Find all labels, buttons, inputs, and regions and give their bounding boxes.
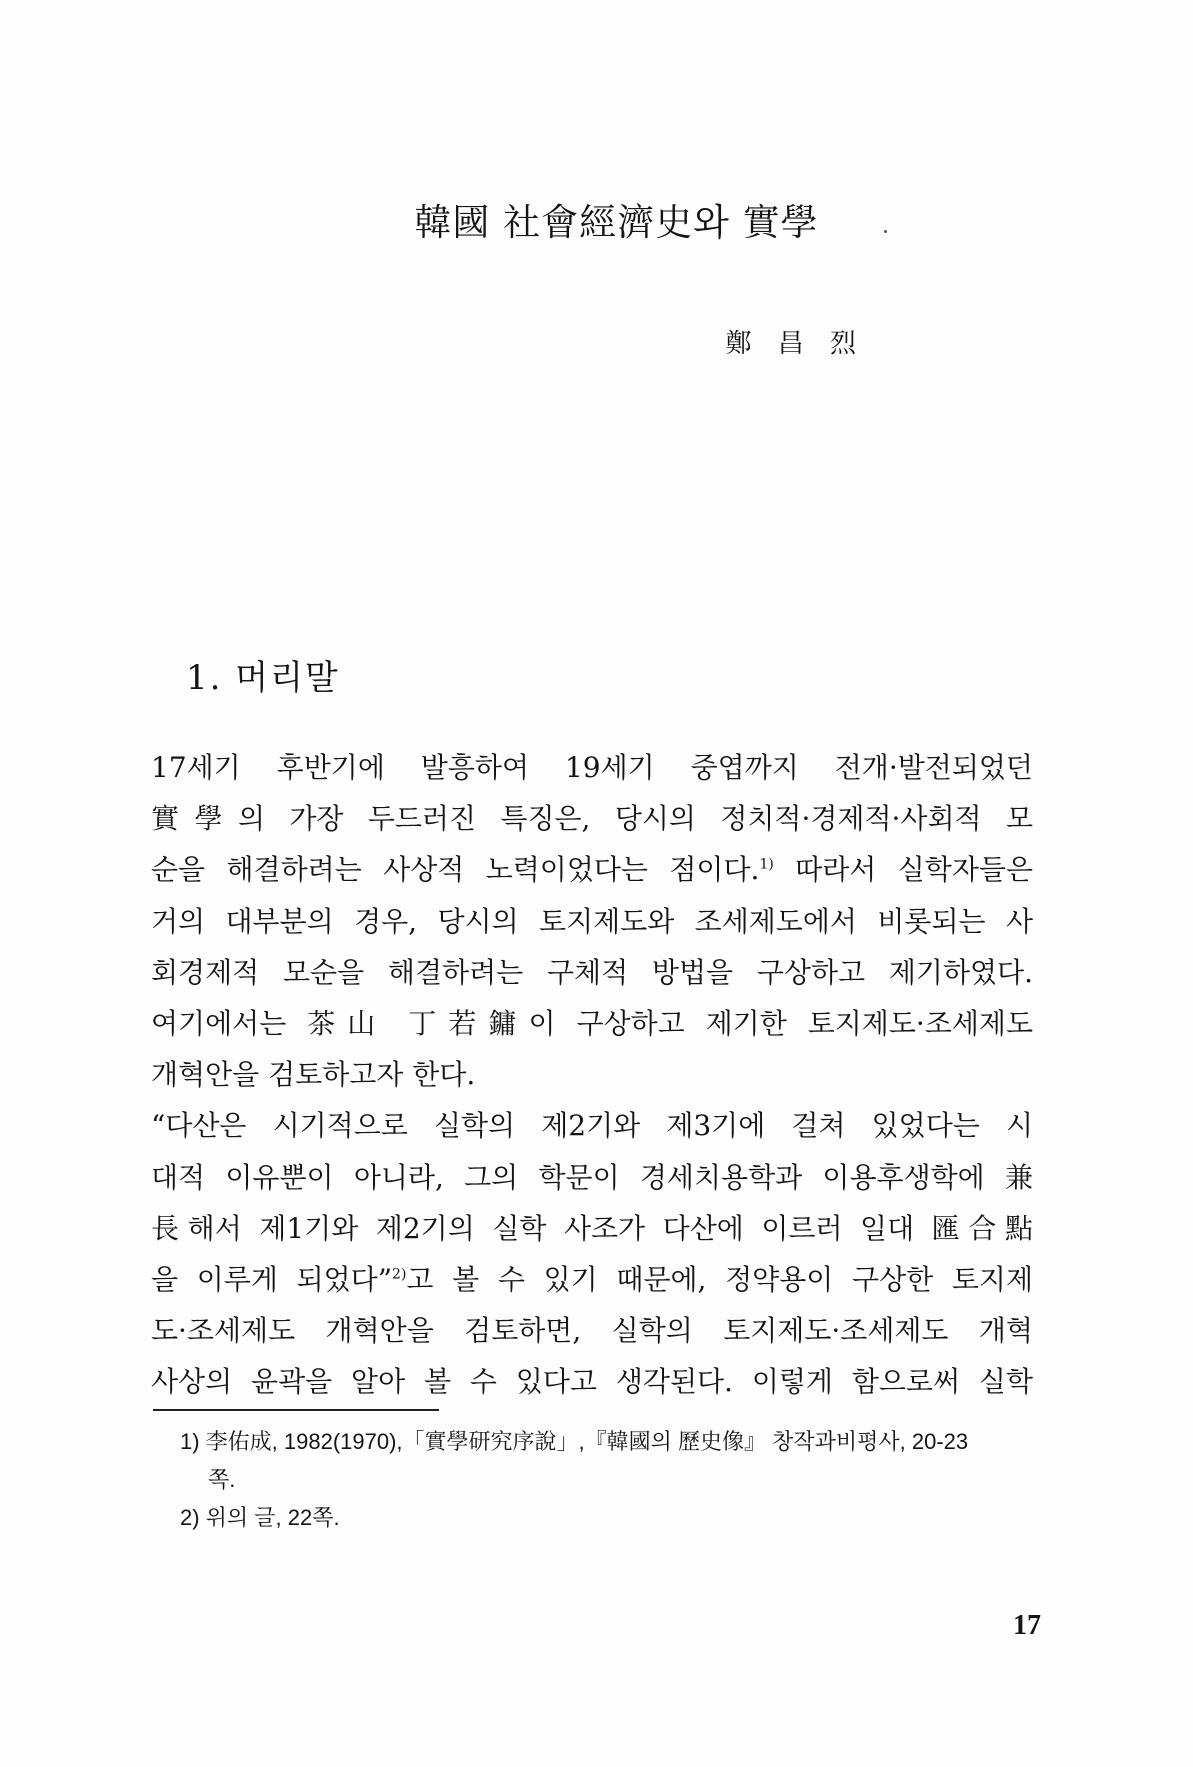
footnote-divider (153, 1409, 439, 1411)
paragraph-1 (151, 742, 1033, 1100)
body-text (151, 742, 1033, 1408)
body-line (151, 1254, 1033, 1305)
body-line-text: 순을 해결하려는 사상적 노력이었다는 점이다. (151, 853, 760, 887)
body-line-text: 따라서 실학자들은 (773, 853, 1034, 887)
print-speck (884, 230, 887, 233)
paragraph-2 (151, 1100, 1033, 1407)
body-line: 회경제적 모순을 해결하려는 구체적 방법을 구상하고 제기하였다. (151, 955, 1033, 989)
section-heading: 1. 머리말 (186, 658, 340, 698)
footnote-2: 2) 위의 글, 22쪽. (180, 1505, 340, 1530)
page-number: 17 (1013, 1610, 1041, 1641)
footnote-ref: 2) (392, 1266, 407, 1283)
body-line: 개혁안을 검토하고자 한다. (151, 1058, 476, 1092)
footnote-ref: 1) (759, 857, 774, 874)
footnotes (180, 1423, 1040, 1537)
body-line (151, 844, 1033, 895)
body-line: 實學의 가장 두드러진 특징은, 당시의 정치적·경제적·사회적 모 (151, 802, 1033, 836)
body-line: 여기에서는 茶山 丁若鏞이 구상하고 제기한 토지제도·조세제도 (151, 1007, 1033, 1041)
body-line: 거의 대부분의 경우, 당시의 토지제도와 조세제도에서 비롯되는 사 (151, 904, 1033, 938)
body-line: 17세기 후반기에 발흥하여 19세기 중엽까지 전개·발전되었던 (151, 751, 1033, 784)
body-line: 도·조세제도 개혁안을 검토하면, 실학의 토지제도·조세제도 개혁 (151, 1314, 1033, 1348)
body-line: “다산은 시기적으로 실학의 제2기와 제3기에 걸쳐 있었다는 시 (151, 1109, 1033, 1143)
body-line: 長해서 제1기와 제2기의 실학 사조가 다산에 이르러 일대 匯合點 (151, 1211, 1033, 1245)
body-line: 사상의 윤곽을 알아 볼 수 있다고 생각된다. 이렇게 함으로써 실학 (151, 1365, 1033, 1399)
body-line: 대적 이유뿐이 아니라, 그의 학문이 경세치용학과 이용후생학에 兼 (151, 1160, 1033, 1194)
page-title: 韓國 社會經濟史와 實學 (414, 201, 819, 244)
body-line-text: 을 이루게 되었다” (151, 1263, 393, 1297)
footnote-1: 1) 李佑成, 1982(1970),「實學研究序說」,『韓國의 歷史像』 창작과비평사, 20-23 (180, 1429, 969, 1454)
author-name: 鄭 昌 烈 (725, 329, 865, 359)
footnote-1-continuation: 쪽. (208, 1467, 236, 1492)
body-line-text: 고 볼 수 있기 때문에, 정약용이 구상한 토지제 (406, 1263, 1033, 1297)
